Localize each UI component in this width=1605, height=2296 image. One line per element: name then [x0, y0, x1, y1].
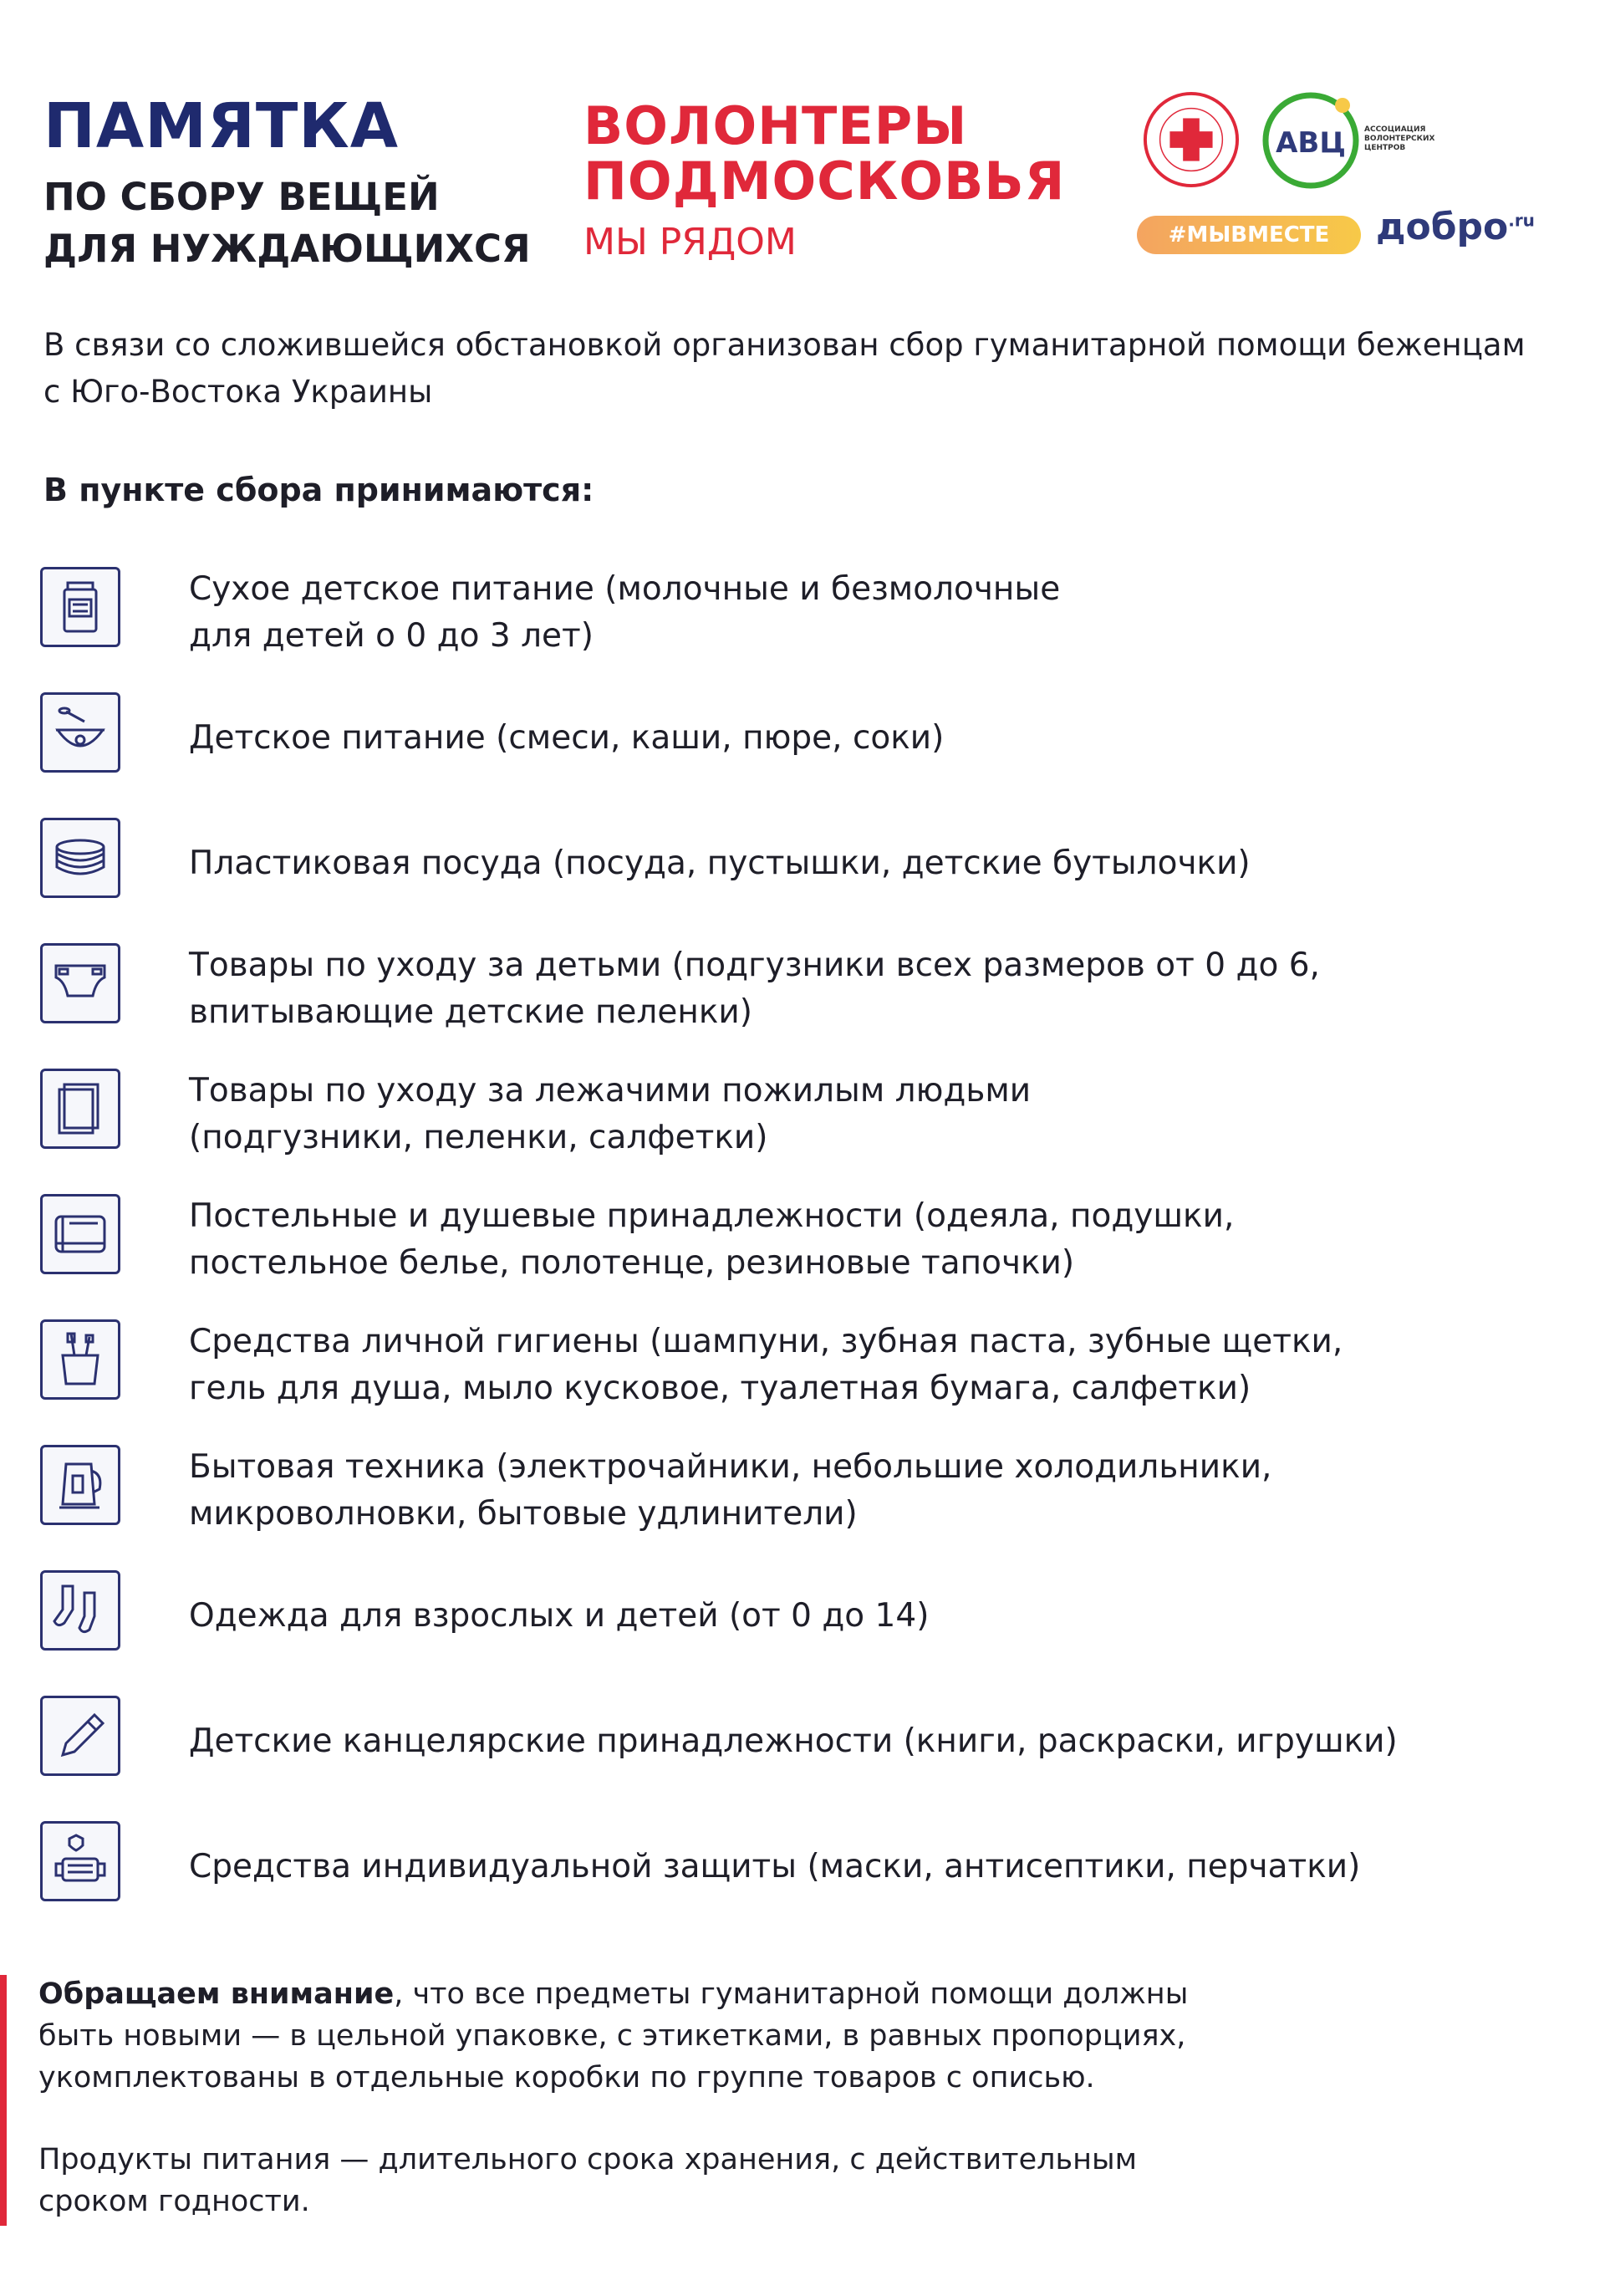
item-line: Одежда для взрослых и детей (от 0 до 14) — [189, 1597, 930, 1635]
item-line: (подгузники, пеленки, салфетки) — [189, 1119, 768, 1156]
note-text: сроком годности. — [38, 2185, 310, 2218]
item-text — [189, 715, 1560, 762]
note-text: , что все предметы гуманитарной помощи должны — [394, 1977, 1189, 2011]
item-line: Пластиковая посуда (посуда, пустышки, детские бутылочки) — [189, 844, 1251, 882]
note-lead: Обращаем внимание — [38, 1977, 395, 2011]
icon-frame — [40, 1821, 120, 1901]
pad-icon — [51, 1079, 110, 1138]
item-text — [189, 1193, 1560, 1287]
subtitle-line: ДЛЯ НУЖДАЮЩИХСЯ — [43, 227, 531, 271]
brand-tagline: МЫ РЯДОМ — [583, 221, 797, 263]
note-paragraph — [38, 2139, 1526, 2222]
list-item — [40, 1194, 1562, 1286]
item-text — [189, 566, 1560, 660]
pencil-icon — [51, 1707, 110, 1765]
subtitle-line: ПО СБОРУ ВЕЩЕЙ — [43, 175, 440, 219]
dobro-label: добро — [1376, 206, 1509, 248]
item-text — [189, 1319, 1560, 1412]
item-line: Средства индивидуальной защиты (маски, антисептики, перчатки) — [189, 1848, 1361, 1885]
item-line: постельное белье, полотенце, резиновые тапочки) — [189, 1244, 1075, 1282]
note-block — [38, 1973, 1526, 2263]
hashtag-badge: #МЫВМЕСТЕ — [1137, 216, 1361, 254]
intro-text: В связи со сложившейся обстановкой организован сбор гуманитарной помощи беженцам с Юго-Востока Украины — [43, 327, 1526, 410]
list-item — [40, 692, 1562, 784]
avc-label: АВЦ — [1276, 126, 1346, 160]
item-line: Товары по уходу за лежачими пожилым людьми — [189, 1072, 1032, 1110]
icon-frame — [40, 567, 120, 647]
icon-frame — [40, 1069, 120, 1149]
list-item — [40, 1319, 1562, 1411]
item-text — [189, 1068, 1560, 1161]
icon-frame — [40, 818, 120, 898]
page-title: ПАМЯТКА — [43, 90, 400, 162]
kettle-icon — [51, 1456, 110, 1514]
item-text — [189, 840, 1560, 887]
diaper-icon — [51, 954, 110, 1013]
list-item — [40, 1696, 1562, 1788]
item-line: Детские канцелярские принадлежности (книги, раскраски, игрушки) — [189, 1722, 1398, 1760]
porridge-bowl-icon — [51, 703, 110, 762]
item-line: микроволновки, бытовые удлинители) — [189, 1495, 858, 1533]
item-text — [189, 1718, 1560, 1765]
list-item — [40, 567, 1562, 659]
list-item — [40, 943, 1562, 1035]
socks-icon — [51, 1581, 110, 1640]
toothbrush-cup-icon — [51, 1330, 110, 1389]
item-line: гель для душа, мыло кусковое, туалетная бумага, салфетки) — [189, 1370, 1251, 1407]
item-text — [189, 1444, 1560, 1538]
accent-bar — [0, 1975, 7, 2226]
note-text: Продукты питания — длительного срока хранения, с действительным — [38, 2143, 1138, 2176]
item-line: Детское питание (смеси, каши, пюре, соки) — [189, 719, 945, 757]
brand-line: ПОДМОСКОВЬЯ — [583, 151, 1066, 212]
item-text — [189, 1593, 1560, 1640]
note-paragraph — [38, 1973, 1526, 2099]
list-item — [40, 1445, 1562, 1537]
item-line: Сухое детское питание (молочные и безмолочные — [189, 570, 1061, 608]
note-text: быть новыми — в цельной упаковке, с этикетками, в равных пропорциях, — [38, 2019, 1186, 2053]
baby-formula-jar-icon — [51, 578, 110, 636]
item-text — [189, 942, 1560, 1036]
icon-frame — [40, 1696, 120, 1776]
item-text — [189, 1844, 1560, 1890]
face-mask-icon — [51, 1832, 110, 1890]
list-item — [40, 818, 1562, 910]
icon-frame — [40, 1445, 120, 1525]
plates-stack-icon — [51, 829, 110, 887]
icon-frame — [40, 943, 120, 1023]
item-line: Постельные и душевые принадлежности (одеяла, подушки, — [189, 1197, 1235, 1235]
brand-line: ВОЛОНТЕРЫ — [583, 95, 968, 156]
dobro-suffix: .ru — [1508, 210, 1535, 231]
item-line: впитывающие детские пеленки) — [189, 993, 752, 1031]
icon-frame — [40, 692, 120, 773]
list-item — [40, 1570, 1562, 1662]
list-item — [40, 1069, 1562, 1161]
item-line: Бытовая техника (электрочайники, небольшие холодильники, — [189, 1448, 1272, 1486]
item-line: Товары по уходу за детьми (подгузники всех размеров от 0 до 6, — [189, 946, 1320, 984]
section-title: В пункте сбора принимаются: — [43, 472, 594, 508]
note-text: укомплектованы в отдельные коробки по группе товаров с описью. — [38, 2061, 1095, 2094]
icon-frame — [40, 1570, 120, 1651]
item-line: для детей о 0 до 3 лет) — [189, 617, 594, 655]
list-item — [40, 1821, 1562, 1913]
item-line: Средства личной гигиены (шампуни, зубная паста, зубные щетки, — [189, 1323, 1343, 1360]
avc-subtitle: АССОЦИАЦИЯ ВОЛОНТЕРСКИХ ЦЕНТРОВ — [1364, 125, 1435, 152]
icon-frame — [40, 1319, 120, 1400]
bedding-icon — [51, 1205, 110, 1263]
icon-frame — [40, 1194, 120, 1274]
